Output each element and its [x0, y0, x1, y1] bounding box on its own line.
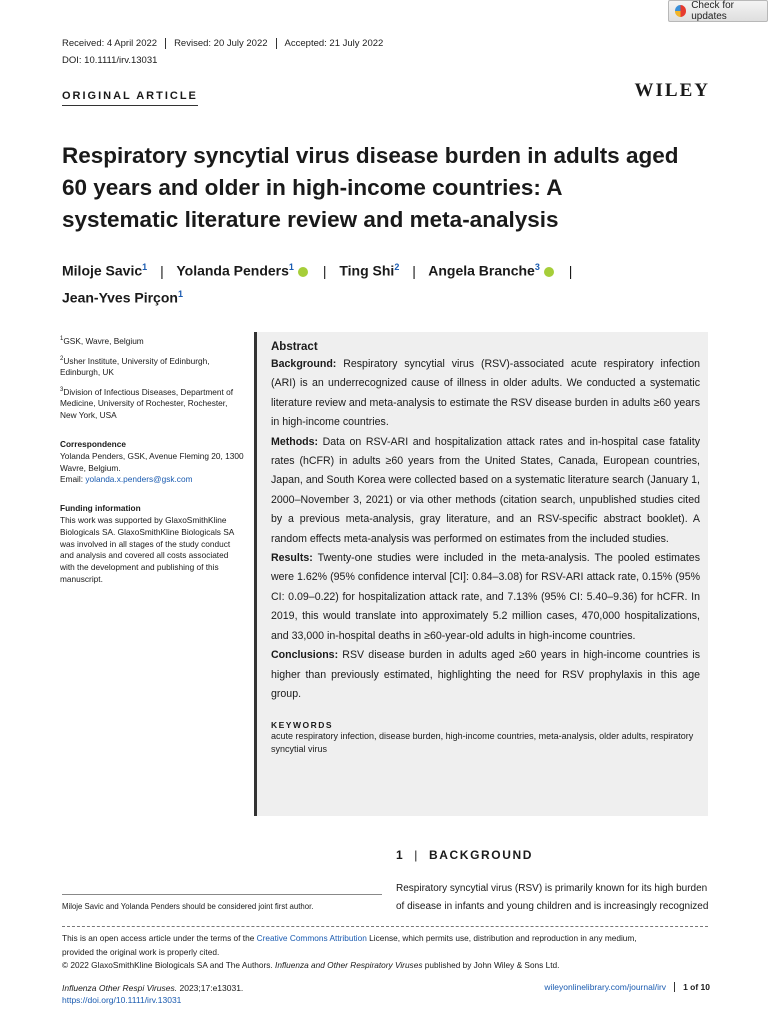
license-block	[62, 932, 708, 973]
author-list	[62, 256, 702, 309]
section-heading	[396, 848, 533, 862]
author-name[interactable]: Angela Branche	[428, 262, 535, 279]
author-separator: |	[568, 262, 573, 279]
author-separator: |	[322, 262, 327, 279]
footer-right	[544, 982, 710, 992]
section-separator: |	[414, 848, 419, 862]
orcid-icon[interactable]	[544, 267, 554, 277]
abstract-results: Results: Twenty-one studies were included in the meta-analysis. The pooled estimates were 1.62% (95% confidence interval [CI]: 0.84–3.08) for RSV-ARI attack rate, 0.15% (95% CI: 0.09–0.22) for hospitalization attack rate, and 7.13% (95% CI: 5.40–9.36) for hCFR. In 2019, this would translate into approximately 5.2 million cases, 470,000 hospitalizations, and 33,000 in-hospital deaths in ≥60-year-old adults in high-income countries.	[271, 552, 700, 642]
affiliations-column	[60, 334, 245, 586]
affiliation: $^1$GSK, Wavre, Belgium	[60, 335, 144, 346]
abstract-heading: Abstract	[271, 341, 318, 353]
abstract-background: Background: Respiratory syncytial virus (RSV)-associated acute respiratory infection (ARI) is an underrecognized cause of illness in older adults. We conducted a systematic literature review and meta-analysis to estimate the RSV disease burden in adults ≥60 years in high-income countries.	[271, 358, 700, 429]
abstract-body	[271, 355, 700, 704]
citation-details: 2023;17:e13031.	[177, 983, 244, 993]
orcid-icon[interactable]	[298, 267, 308, 277]
copyright-line: © 2022 GlaxoSmithKline Biologicals SA and The Authors. Influenza and Other Respiratory Viruses published by John Wiley & Sons Ltd.	[62, 960, 560, 970]
check-for-updates-button[interactable]	[668, 0, 768, 22]
author-name[interactable]: Yolanda Penders	[176, 262, 289, 279]
author-affiliation: 1	[288, 262, 294, 272]
author-name[interactable]: Ting Shi	[339, 262, 395, 279]
keywords-list: acute respiratory infection, disease burden, high-income countries, meta-analysis, older adults, respiratory syncytial virus	[271, 731, 694, 755]
correspondence-text: Yolanda Penders, GSK, Avenue Fleming 20, 1300 Wavre, Belgium.	[60, 450, 244, 473]
joint-author-footnote: Miloje Savic and Yolanda Penders should be considered joint first author.	[62, 902, 314, 911]
crossmark-icon	[675, 5, 686, 17]
revised-date: Revised: 20 July 2022	[165, 38, 275, 49]
section-number: 1	[396, 848, 405, 862]
journal-abbreviation: Influenza Other Respi Viruses.	[62, 983, 178, 993]
correspondence-email: Email: yolanda.x.penders@gsk.com	[60, 474, 193, 485]
author-affiliation: 1	[177, 288, 183, 299]
email-link[interactable]: yolanda.x.penders@gsk.com	[85, 474, 193, 485]
cc-license-link[interactable]: Creative Commons Attribution	[256, 933, 367, 943]
doi-link[interactable]: https://doi.org/10.1111/irv.13031	[62, 995, 182, 1005]
correspondence-heading: Correspondence	[60, 439, 126, 450]
affiliation: $^3$Division of Infectious Diseases, Department of Medicine, University of Rochester, Rochester, New York, USA	[60, 386, 234, 421]
section-title: BACKGROUND	[429, 848, 533, 862]
abstract-methods: Methods: Data on RSV-ARI and hospitalization attack rates and in-hospital case fatality rates (hCFR) in adults ≥60 years from the United States, Canada, European countries, Japan, and South Korea were collected based on a systematic literature search (January 1, 2000–November 3, 2021) or via other methods (citation search, unpublished studies cited by a previous meta-analysis, gray literature, and an RSV-specific abstract booklet). A random effects meta-analysis was performed on estimates from the included studies.	[271, 435, 700, 545]
article-dates	[62, 38, 391, 49]
publisher-logo: WILEY	[634, 80, 710, 101]
footer-citation	[62, 982, 243, 1006]
page-number: 1 of 10	[683, 982, 710, 992]
check-for-updates-label: Check for updates	[691, 0, 734, 22]
license-line: This is an open access article under the terms of the Creative Commons Attribution License, which permits use, distribution and reproduction in any medium,	[62, 933, 637, 943]
author-separator: |	[412, 262, 416, 279]
author-affiliation: 3	[534, 262, 540, 272]
funding-heading: Funding information	[60, 503, 141, 514]
footnote-divider	[62, 894, 382, 895]
license-line: provided the original work is properly cited.	[62, 946, 220, 957]
funding-text: This work was supported by GlaxoSmithKline Biologicals SA. GlaxoSmithKline Biologicals SA was involved in all stages of the study conduct and analysis and covered all costs associated with the development and publishing of this manuscript.	[60, 515, 234, 585]
affiliation: $^2$Usher Institute, University of Edinburgh, Edinburgh, UK	[60, 355, 210, 378]
article-title: Respiratory syncytial virus disease burden in adults aged 60 years and older in high-income countries: A systematic literature review and meta-analysis	[62, 143, 679, 232]
author-name[interactable]: Jean-Yves Pirçon	[62, 289, 178, 306]
author-name[interactable]: Miloje Savic	[62, 262, 143, 279]
abstract-conclusions: Conclusions: RSV disease burden in adults aged ≥60 years in high-income countries is higher than previously estimated, highlighting the need for RSV prophylaxis in this age group.	[271, 649, 700, 700]
received-date: Received: 4 April 2022	[62, 38, 158, 49]
license-divider	[62, 926, 708, 927]
author-affiliation: 1	[142, 262, 148, 272]
accepted-date: Accepted: 21 July 2022	[276, 38, 392, 49]
section-body: Respiratory syncytial virus (RSV) is primarily known for its high burden of disease in infants and young children and is increasingly recognized	[396, 883, 709, 912]
author-separator: |	[160, 262, 164, 279]
author-affiliation: 2	[394, 262, 400, 272]
journal-site-link[interactable]: wileyonlinelibrary.com/journal/irv	[544, 982, 675, 992]
doi: DOI: 10.1111/irv.13031	[62, 55, 158, 66]
abstract-box	[254, 332, 708, 816]
article-type: ORIGINAL ARTICLE	[62, 90, 198, 106]
keywords-heading: KEYWORDS	[271, 720, 334, 731]
